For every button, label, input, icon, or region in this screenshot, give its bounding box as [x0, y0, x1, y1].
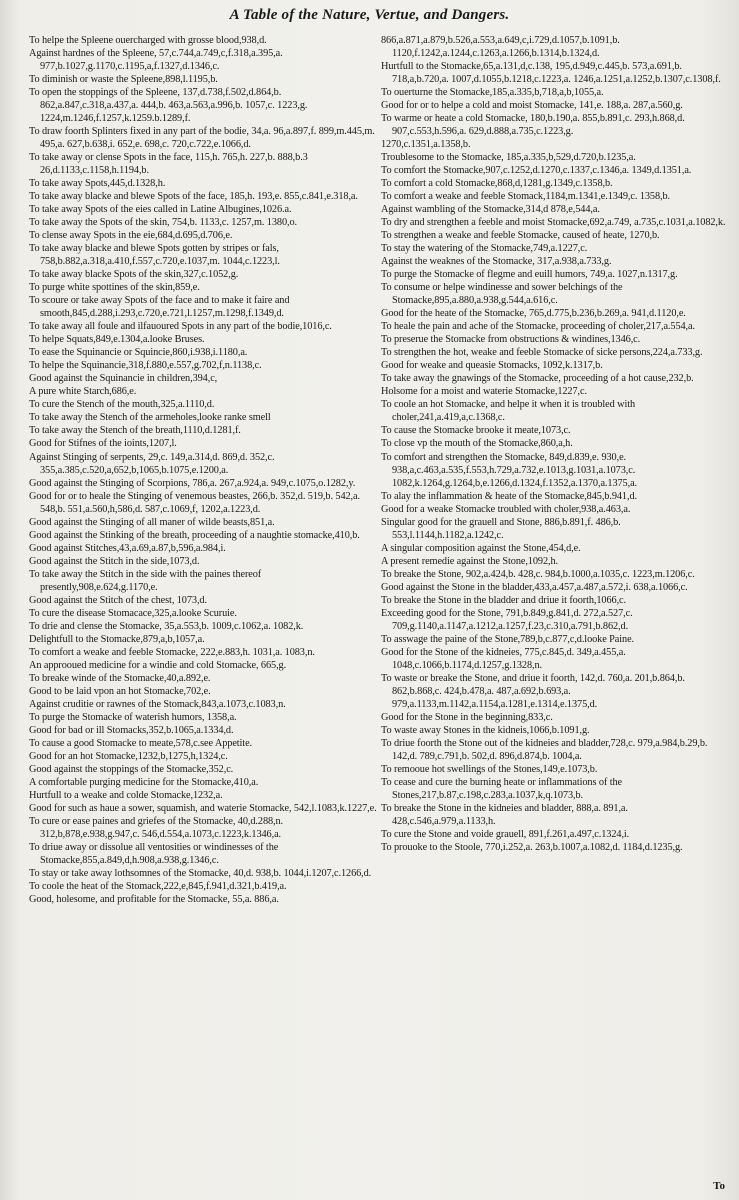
- right-column: [381, 34, 733, 854]
- catchword: To: [713, 1180, 725, 1192]
- index-entry: To take away blacke and blewe Spots of the face, 185,h. 193,e. 855,c.841,e.318,a.: [29, 191, 358, 203]
- index-entry: Troublesome to the Stomacke, 185,a.335,b,529,d.720,b.1235,a.: [381, 152, 636, 164]
- index-entry: To breake the Stone, 902,a.424,b. 428,c. 984,b.1000,a.1035,c. 1223,m.1206,c.: [381, 568, 695, 580]
- index-entry: To waste away Stones in the kidneis,1066,b.1091,g.: [381, 724, 590, 736]
- index-entry: To waste or breake the Stone, and driue it foorth, 142,d. 760,a. 201,b.864,b. 862,b.868,c. 424,b.478,a. 487,a.692,b.693,a. 979,a.1133,m.1142,a.1154,a.1281,e.1314,e.1375,d.: [381, 672, 685, 710]
- index-entry: 866,a.871,a.879,b.526,a.553,a.649,c,i.729,d.1057,b.1091,b. 1120,f.1242,a.1244,c.1263,a.1266,b.1314,b.1324,d.: [381, 35, 620, 60]
- index-entry: To consume or helpe windinesse and sower belchings of the Stomacke,895,a.880,a.938,g.544,a.616,c.: [381, 282, 623, 307]
- index-entry: A pure white Starch,686,e.: [29, 386, 137, 398]
- index-entry: A comfortable purging medicine for the Stomacke,410,a.: [29, 776, 259, 788]
- index-entry: Good against the Stitch of the chest, 1073,d.: [29, 594, 207, 606]
- index-entry: To ouerturne the Stomacke,185,a.335,b,718,a,b,1055,a.: [381, 87, 604, 99]
- index-entry: To close vp the mouth of the Stomacke,860,a,h.: [381, 438, 573, 450]
- index-entry: Good for or to helpe a cold and moist Stomacke, 141,e. 188,a. 287,a.560,g.: [381, 100, 683, 112]
- index-entry: A singular composition against the Stone,454,d,e.: [381, 542, 581, 554]
- index-entry: To take away the Stench of the armeholes,looke ranke smell: [29, 412, 271, 424]
- index-entry: Good to be laid vpon an hot Stomacke,702,e.: [29, 685, 211, 697]
- index-entry: To cease and cure the burning heate or inflammations of the Stones,217,b.87,c.198,c.283,a.1037,k,q.1073,b.: [381, 776, 622, 801]
- index-entry: To driue foorth the Stone out of the kidneies and bladder,728,c. 979,a.984,b.29,b. 142,d. 789,c.791,b. 502,d. 896,d.874,b. 1004,a.: [381, 737, 708, 762]
- index-entry: To comfort a weake and feeble Stomack,1184,m.1341,e.1349,c. 1358,b.: [381, 191, 671, 203]
- index-entry: Good, holesome, and profitable for the Stomacke, 55,a. 886,a.: [29, 894, 279, 906]
- index-entry: To take away blacke Spots of the skin,327,c.1052,g.: [29, 269, 239, 281]
- index-entry: Good against the stoppings of the Stomacke,352,c.: [29, 763, 234, 775]
- index-entry: Good for the heate of the Stomacke, 765,d.775,b.236,b.269,a. 941,d.1120,e.: [381, 308, 686, 320]
- index-entry: To cause the Stomacke brooke it meate,1073,c.: [381, 425, 571, 437]
- index-entry: Singular good for the grauell and Stone, 886,b.891,f. 486,b. 553,l.1144,h.1182,a.1242,c.: [381, 516, 621, 541]
- index-entry: Against hardnes of the Spleene, 57,c.744,a.749,c,f.318,a.395,a. 977,b.1027,g.1170,c.1195,a,f.1327,d.1346,c.: [29, 48, 283, 73]
- index-entry: To take away Spots,445,d.1328,h.: [29, 178, 166, 190]
- index-entry: To comfort and strengthen the Stomacke, 849,d.839,e. 930,e. 938,a,c.463,a.535,f.553,h.729,a.732,e.1013,g.1031,a.1073,c. 1082,k.1264,g.1264,b,e.1266,d.1324,f.1352,a.1370,a.1375,a.: [381, 451, 638, 489]
- index-entry: Good for or to heale the Stinging of venemous beastes, 266,b. 352,d. 519,b. 542,a. 548,b. 551,a.560,h,586,d. 587,c.1069,f, 1202,a.1223,d.: [29, 490, 360, 515]
- index-entry: To take away the gnawings of the Stomacke, proceeding of a hot cause,232,b.: [381, 373, 694, 385]
- index-entry: To cause a good Stomacke to meate,578,c.see Appetite.: [29, 737, 253, 749]
- index-entry: To drie and clense the Stomacke, 35,a.553,b. 1009,c.1062,a. 1082,k.: [29, 620, 304, 632]
- index-entry: To helpe the Squinancie,318,f.880,e.557,g.702,f,n.1138,c.: [29, 360, 262, 372]
- index-entry: To driue away or dissolue all ventosities or windinesses of the Stomacke,855,a.849,d,h.908,a.938,g.1346,c.: [29, 841, 279, 866]
- index-entry: To remooue hot swellings of the Stones,149,e.1073,b.: [381, 763, 598, 775]
- index-entry: Hurtfull to the Stomacke,65,a.131,d,c.138, 195,d.949,c.445,b. 573,a.691,b. 718,a,b.720,a. 1007,d.1055,b.1218,c.1223,a. 1246,a.1251,a.1252,b.1307,c.1308,f.: [381, 61, 721, 86]
- index-entry: Good against the Stone in the bladder,433,a.457,a.487,a.572,i. 638,a.1066,c.: [381, 581, 688, 593]
- left-column: [29, 34, 379, 906]
- index-entry: To take away the Stitch in the side with the paines thereof presently,908,e.624,g.1170,e.: [29, 568, 262, 593]
- index-entry: To open the stoppings of the Spleene, 137,d.738,f.502,d.864,b. 862,a.847,c.318,a.437,a. 444,b. 463,a.563,a.996,b. 1057,c. 1223,g. 1224,m.1246,f.1257,k.1259.b.1289,f.: [29, 87, 308, 125]
- index-entry: Against wambling of the Stomacke,314,d 878,e,544,a.: [381, 204, 600, 216]
- index-entry: Good against the Stinking of the breath, proceeding of a naughtie stomacke,410,b.: [29, 529, 360, 541]
- index-entry: Good for bad or ill Stomacks,352,b.1065,a.1334,d.: [29, 724, 234, 736]
- index-entry: Good for an hot Stomacke,1232,b,1275,h,1324,c.: [29, 750, 228, 762]
- page-header: A Table of the Nature, Vertue, and Dangers.: [229, 7, 510, 23]
- index-entry: To breake the Stone in the kidneies and bladder, 888,a. 891,a. 428,c.546,a.979,a.1133,h.: [381, 802, 628, 827]
- index-entry: Good for such as haue a sower, squamish, and waterie Stomacke, 542,l.1083,k.1227,e.: [29, 802, 377, 814]
- index-entry: A present remedie against the Stone,1092,h.: [381, 555, 558, 567]
- index-entry: To draw foorth Splinters fixed in any part of the bodie, 34,a. 96,a.897,f. 899,m.445,m. 495,a. 627,b.638,i. 652,e. 698,c. 720,c.722,e.1066,d.: [29, 126, 375, 151]
- index-entry: To purge the Stomacke of flegme and euill humors, 749,a. 1027,n.1317,g.: [381, 269, 678, 281]
- index-entry: Holsome for a moist and waterie Stomacke,1227,c.: [381, 386, 587, 398]
- index-entry: To take away or clense Spots in the face, 115,h. 765,h. 227,b. 888,b.3 26,d.1133,c.1158,h.1194,b.: [29, 152, 308, 177]
- index-entry: To warme or heate a cold Stomacke, 180,b.190,a. 855,b.891,c. 293,h.868,d. 907,c.553,h.596,a. 629,d.888,a.735,c.1223,g.: [381, 113, 685, 138]
- index-entry: Good against the Stitch in the side,1073,d.: [29, 555, 200, 567]
- index-entry: Good against the Squinancie in children,394,c,: [29, 373, 218, 385]
- index-entry: To preserue the Stomacke from obstructions & windines,1346,c.: [381, 334, 641, 346]
- index-entry: An approoued medicine for a windie and cold Stomacke, 665,g.: [29, 659, 287, 671]
- index-entry: Good against Stitches,43,a.69,a.87,b,596,a.984,i.: [29, 542, 226, 554]
- index-entry: To breake winde of the Stomacke,40,a.892,e.: [29, 672, 211, 684]
- index-entry: To cure the Stone and voide grauell, 891,f.261,a.497,c.1324,i.: [381, 828, 630, 840]
- index-entry: To alay the inflammation & heate of the Stomacke,845,b.941,d.: [381, 490, 637, 502]
- index-entry: Good for Stifnes of the ioints,1207,l.: [29, 438, 177, 450]
- index-entry: To asswage the paine of the Stone,789,b,c.877,c,d.looke Paine.: [381, 633, 635, 645]
- index-entry: To purge white spottines of the skin,859,e.: [29, 282, 200, 294]
- index-entry: To strengthen the hot, weake and feeble Stomacke of sicke persons,224,a.733,g.: [381, 347, 703, 359]
- index-entry: To prouoke to the Stoole, 770,i.252,a. 263,b.1007,a.1082,d. 1184,d.1235,g.: [381, 841, 683, 853]
- index-entry: To take away Spots of the eies called in Latine Albugines,1026.a.: [29, 204, 292, 216]
- index-entry: Against Stinging of serpents, 29,c. 149,a.314,d. 869,d. 352,c. 355,a.385,c.520,a,652,b,1065,b.1075,e.1200,a.: [29, 451, 275, 476]
- index-entry: Hurtfull to a weake and colde Stomacke,1232,a.: [29, 789, 223, 801]
- index-entry: To heale the pain and ache of the Stomacke, proceeding of choler,217,a.554,a.: [381, 321, 695, 333]
- index-entry: To helpe the Spleene ouercharged with grosse blood,938,d.: [29, 35, 267, 46]
- index-entry: Good for the Stone in the beginning,833,c.: [381, 711, 553, 723]
- index-entry: Good for weake and queasie Stomacks, 1092,k.1317,b.: [381, 360, 603, 372]
- index-entry: To scoure or take away Spots of the face and to make it faire and smooth,845,d.288,i.293,c.720,e.721,l.1257,m.1298,f.1349,d.: [29, 295, 290, 320]
- index-entry: To purge the Stomacke of waterish humors, 1358,a.: [29, 711, 237, 723]
- index-entry: Against cruditie or rawnes of the Stomack,843,a.1073,c.1083,n.: [29, 698, 286, 710]
- index-entry: To comfort a weake and feeble Stomacke, 222,e.883,h. 1031,a. 1083,n.: [29, 646, 315, 658]
- index-entry: To cure or ease paines and griefes of the Stomacke, 40,d.288,n. 312,b,878,e.938,g.947,c. 546,d.554,a.1073,c.1223,k.1346,a.: [29, 815, 284, 840]
- index-entry: To take away all foule and ilfauoured Spots in any part of the bodie,1016,c.: [29, 321, 332, 333]
- index-entry: To take away the Stench of the breath,1110,d.1281,f.: [29, 425, 241, 437]
- index-entry: To comfort a cold Stomacke,868,d,1281,g.1349,c.1358,b.: [381, 178, 613, 190]
- index-entry: To dry and strengthen a feeble and moist Stomacke,692,a.749, a.735,c.1031,a.1082,k.: [381, 217, 726, 229]
- index-entry: To strengthen a weake and feeble Stomacke, caused of heate, 1270,b.: [381, 230, 660, 242]
- index-entry: To diminish or waste the Spleene,898,l.1195,b.: [29, 74, 218, 86]
- index-entry: Good against the Stinging of all maner of wilde beasts,851,a.: [29, 516, 275, 528]
- index-entry: Good for the Stone of the kidneies, 775,c.845,d. 349,a.455,a. 1048,c.1066,b.1174,d.1257,g.1328,n.: [381, 646, 626, 671]
- index-entry: To coole the heat of the Stomack,222,e,845,f.941,d.321,b.419,a.: [29, 881, 287, 893]
- index-entry: To clense away Spots in the eie,684,d.695,d.706,e.: [29, 230, 233, 242]
- index-entry: To take away the Spots of the skin, 754,b. 1133,c. 1257,m. 1380,o.: [29, 217, 297, 229]
- index-entry: Against the weaknes of the Stomacke, 317,a.938,a.733,g.: [381, 256, 612, 268]
- index-entry: To comfort the Stomacke,907,c.1252,d.1270,c.1337,c.1346,a. 1349,d.1351,a.: [381, 165, 692, 177]
- index-entry: To breake the Stone in the bladder and driue it foorth,1066,c.: [381, 594, 626, 606]
- index-entry: To ease the Squinancie or Squincie,860,i.938,i.1180,a.: [29, 347, 248, 359]
- index-entry: Good against the Stinging of Scorpions, 786,a. 267,a.924,a. 949,c.1075,o.1282,y.: [29, 477, 356, 489]
- index-entry: To helpe Squats,849,e.1304,a.looke Bruses.: [29, 334, 205, 346]
- index-entry: To cure the disease Stomacace,325,a.looke Scuruie.: [29, 607, 237, 619]
- index-entry: To take away blacke and blewe Spots gotten by stripes or fals, 758,b.882,a.318,a.410,f.557,c.720,e.1037,m. 1044,c.1223,l.: [29, 243, 280, 268]
- index-entry: Delightfull to the Stomacke,879,a,b,1057,a.: [29, 633, 205, 645]
- index-entry: To stay or take away lothsomnes of the Stomacke, 40,d. 938,b. 1044,i.1207,c.1266,d.: [29, 868, 372, 879]
- index-entry: Exceeding good for the Stone, 791,b.849,g.841,d. 272,a.527,c. 709,g.1140,a.1147,a.1212,a.1257,f.23,c.310,a.791,b.862,d.: [381, 607, 633, 632]
- index-entry: To cure the Stench of the mouth,325,a.1110,d.: [29, 399, 215, 411]
- index-entry: To coole an hot Stomacke, and helpe it when it is troubled with choler,241,a.419,a,c.1368,c.: [381, 399, 636, 424]
- index-entry: Good for a weake Stomacke troubled with choler,938,a.463,a.: [381, 503, 631, 515]
- index-entry: To stay the watering of the Stomacke,749,a.1227,c.: [381, 243, 588, 255]
- index-entry: 1270,c.1351,a.1358,b.: [381, 139, 471, 151]
